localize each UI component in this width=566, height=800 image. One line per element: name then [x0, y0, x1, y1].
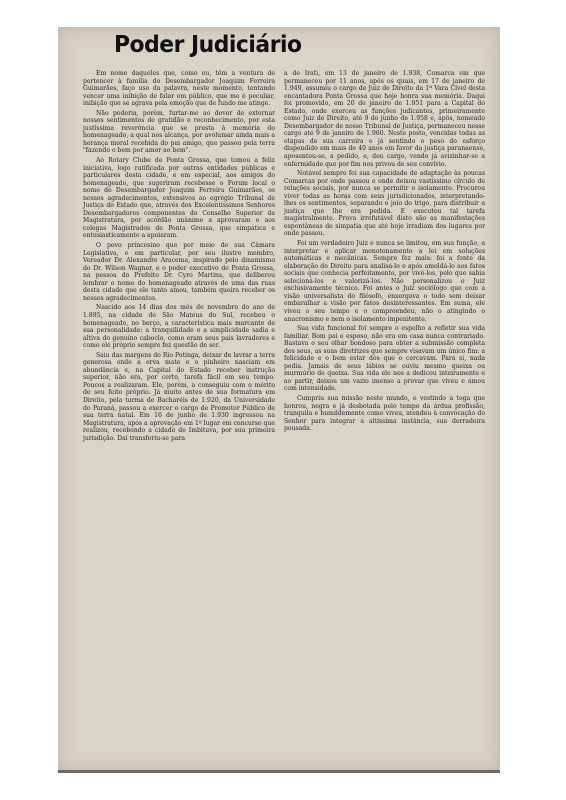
paragraph: Nascido aos 14 dias dos mês de novembro do ano de 1.895, na cidade de São Mateus do Sul, recebeu o homenageado, no berço, a característica mais marcante de sua personalidade: a tranquilidade e a simplicidade sadia e altiva do genuíno caboclo, como eram seus pais lavradores e como ele próprio sempre fez questão de ser.: [83, 304, 275, 350]
paragraph: Cumpriu sua missão neste mundo, e vestindo a toga que honrou, negra e já desbotada pelo tempo da árdua profissão, tranquila e humildemente como viveu, atendeu à convocação do Senhor para integrar a altíssima instância, sua derradeira pousada.: [284, 394, 485, 433]
article-column-right: [284, 70, 485, 435]
paragraph: Foi um verdadeiro Juiz e nunca se limitou, em sua função, a interpretar e aplicar monotonamente a lei em soluções automáticas e mecânicas. Sempre fez mais: foi a fonte da elaboração do Direito para analisá-lo e após amoldá-lo aos fatos sociais que conhecia perfeitamente, por vivê-los, pelo que sabia selecioná-los e valorizá-los. Não personalizou o Juiz exclusivamente técnico. Foi antes o Juiz sociólogo que com a visão universalista do filósofo, enxergava o todo sem deixar embaralhar a visão por fatos desinteressantes. Em suma, ele viveu o seu tempo e o compreendeu, não o atingindo o anacronismo e nem o isolamento impenitente.: [284, 240, 485, 323]
article-title: Poder Judiciário: [114, 32, 302, 58]
paragraph: Saiu das margens do Rio Potinga, deixar de lavrar a terra generosa onde a erva mate e o pinheiro nasciam em abundância e, na Capital do Estado receber instrução superior, não era, por certo, tarefa fácil em seu tempo. Poucos a realizaram. Ele, porém, a conseguiu com o mérito de seu feito próprio. Já muito antes de sua formatura em Direito, pela turma de Bacharéis de 1.920, da Universidade do Paraná, passou a exercer o cargo de Promotor Público de sua terra natal. Em 16 de junho de 1.930 ingressou na Magistratura, após a aprovação em 1º lugar em concurso que realizou, recebendo a cidade de Imbituva, por sua primeira jurisdição. Daí transferiu-se para: [83, 351, 275, 442]
paragraph: O povo princesino que por meio de sua Câmara Legislativa, e em particular, por seu ilustre membro, Vereador Dr. Alexandre Aracema, inspirado pelo dinamismo do Dr. Wilson Wagner, e o poder executivo de Ponta Grossa, na pessoa do Prefeito Dr. Cyro Martins, que deliberou lembrar o nome do homenageado através de uma das ruas desta cidade que ele tanto amou, também queira receber os nossos agradecimentos.: [83, 242, 275, 302]
paragraph: Notável sempre foi sua capacidade de adaptação às poucas Comarcas por onde passou e onde deixou vastíssimo círculo de relações sociais, por nunca se permitir o isolamento. Procurou viver todas as horas com seus jurisdicionados, interpretando-lhes os sentimentos, separando o joio do trigo, para distribuir a justiça que lhe era pedida. E executou tal tarefa magistralmente. Prova irrefutável disto são as manifestações espontâneas de simpatia que até hoje irradiam dos lugares por onde passou.: [284, 170, 485, 238]
paragraph: Sua vida funcional foi sempre o espelho a refletir sua vida familiar. Bom pai e esposo, não era em casa nunca contrariado. Bastava o seu olhar bondoso para obter a submissão completa dos seus, as suas diretrizes que sempre visavam um único fim: a felicidade e o bem estar dos que o cercavam. Para si, nada pedia. Jamais de seus lábios se ouviu mesmo queixa ou murmúrio de queixa. Sua vida ele nos a dedicou inteiramente e ao partir, deixou um vazio imenso a provar que viveu e amou com intensidade.: [284, 325, 485, 393]
paragraph: Ao Rotary Clube de Ponta Grossa, que tomou a feliz iniciativa, logo ratificada por outras entidades públicas e particulares desta cidade, e em especial, aos amigos do homenageado, que sugeriram recebesse o Forum local o nome de Desembargador Joaquim Ferreira Guimarães, os nossos agradecimentos, extensivos ao egrégio Tribunal de Justiça do Estado que, através dos Excelentíssimos Senhores Desembargadores componentes do Conselho Superior da Magistratura, por acórdão unânime a aprovaram e aos colegas Magistrados de Ponta Grossa, que simpática e entusiasticamente a apoiaram.: [83, 157, 275, 240]
article-column-left: [83, 70, 275, 444]
clipping-bottom-edge: [58, 770, 500, 773]
paragraph: a de Irati, em 13 de janeiro de 1.938, Comarca em que permaneceu por 11 anos, após os quais, em 17 de janeiro de 1.949, assumiu o cargo de Juiz de Direito da 1ª Vara Cível desta encantadora Ponta Grossa que hoje honra sua memória. Daqui foi promovido, em 20 de janeiro de 1.951 para a Capital do Estado, onde exerceu as funções judicantes, primeiramente como Juiz de Direito, até 9 de junho de 1.958 e, após, nomeado Desembargador de nosso Tribunal de Justiça, permaneceu nesse cargo até 9 de janeiro de 1.960. Neste posto, vencidas todas as etapas de sua carreira e já sentindo o peso do esforço dispendido em mais de 40 anos em favor da justiça paranaense, aposentou-se, a pedido, e, deu cargo, vendo já avizinhar-se a enfermidade que por fim nos privou de seu convívio.: [284, 70, 485, 168]
newspaper-clipping: [58, 27, 500, 772]
paragraph: Não poderia, porém, furtar-me ao dever de externar nossos sentimentos de gratidão e reconhecimento, por esta justíssima reverência que se presta à memória do homenageado, a qual nos alcança, por avolumar ainda mais a herança moral recebida do pai amigo, que passou pela terra "fazendo o bem por amor ao bem".: [83, 109, 275, 155]
paragraph: Em nome daqueles que, como eu, têm a ventura de pertencer à família do Desembargador Joaquim Ferreira Guimarães, faço uso da palavra, neste momento, tentando vencer uma inibição de falar em público, que me é peculiar, inibição que se agrava pela emoção que de fundo me atinge.: [83, 70, 275, 108]
